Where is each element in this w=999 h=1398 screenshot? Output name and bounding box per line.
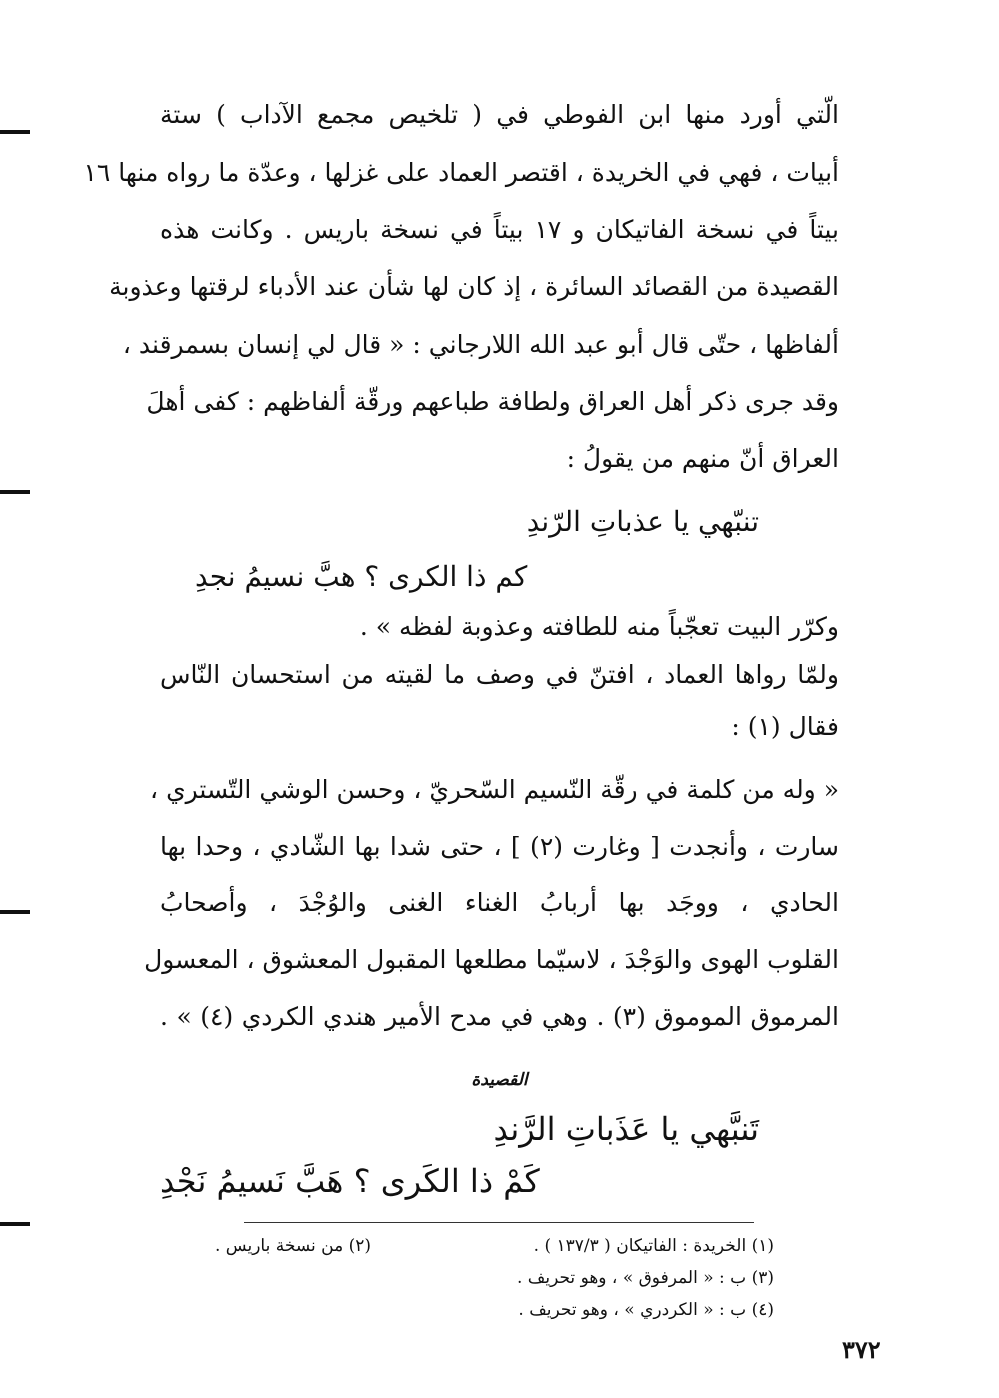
text-line: القصيدة من القصائد السائرة ، إذ كان لها شأن عند الأدباء لرقتها وعذوبة <box>109 272 839 301</box>
edge-mark <box>0 490 30 494</box>
text-line: وكرّر البيت تعجّباً منه للطافته وعذوبة لفظه » . <box>359 612 839 641</box>
text-line: القلوب الهوى والوَجْدَ ، لاسيّما مطلعها المقبول المعشوق ، المعسول <box>144 945 839 974</box>
poem-hemistich-first: تَنبَّهي يا عَذَباتِ الرَّندِ <box>493 1110 759 1148</box>
text-line: سارت ، وأنجدت [ وغارت (٢) ] ، حتى شدا بها الشّادي ، وحدا بها <box>160 832 839 861</box>
text-line: فقال (١) : <box>731 712 839 741</box>
footnote-1: (١) الخريدة : الفاتيكان ( ١٣٧/٣ ) . <box>533 1236 774 1256</box>
text-line: المرموق الموموق (٣) . وهي في مدح الأمير هندي الكردي (٤) » . <box>160 1002 839 1031</box>
text-line: الحادي ، ووجَد بها أربابُ الغناء الغنى والوُجْدَ ، وأصحابُ <box>160 888 839 917</box>
footnote-4: (٤) ب : « الكردري » ، وهو تحريف . <box>518 1300 774 1320</box>
text-line: ولمّا رواها العماد ، افتنّ في وصف ما لقيته من استحسان النّاس <box>160 660 839 689</box>
verse-hemistich-second: كم ذا الكرى ؟ هبَّ نسيمُ نجدِ <box>195 560 528 593</box>
footnote-2: (٢) من نسخة باريس . <box>215 1236 371 1256</box>
text-line: أبيات ، فهي في الخريدة ، اقتصر العماد على غزلها ، وعدّة ما رواه منها ١٦ <box>83 158 839 187</box>
page-number: ٣٧٢ <box>842 1335 881 1364</box>
text-line: « وله من كلمة في رقّة النّسيم السّحريّ ، وحسن الوشي التّستري ، <box>150 775 839 804</box>
edge-mark <box>0 910 30 914</box>
poem-hemistich-second: كَمْ ذا الكَرى ؟ هَبَّ نَسيمُ نَجْدِ <box>160 1162 540 1200</box>
text-line: بيتاً في نسخة الفاتيكان و ١٧ بيتاً في نسخة باريس . وكانت هذه <box>160 215 839 244</box>
edge-mark <box>0 130 30 134</box>
poem-heading: القصيدة <box>471 1070 528 1090</box>
text-line: العراق أنّ منهم من يقولُ : <box>566 444 839 473</box>
text-line: ألفاظها ، حتّى قال أبو عبد الله اللارجاني : « قال لي إنسان بسمرقند ، <box>122 330 839 359</box>
text-line: الّتي أورد منها ابن الفوطي في ( تلخيص مجمع الآداب ) ستة <box>160 100 839 129</box>
footnote-3: (٣) ب : « المرفوق » ، وهو تحريف . <box>516 1268 774 1288</box>
text-line: وقد جرى ذكر أهل العراق ولطافة طباعهم ورقّة ألفاظهم : كفى أهلَ <box>146 387 839 416</box>
footnote-rule <box>244 1222 754 1223</box>
verse-hemistich-first: تنبّهي يا عذباتِ الرّندِ <box>526 505 759 538</box>
edge-mark <box>0 1222 30 1226</box>
